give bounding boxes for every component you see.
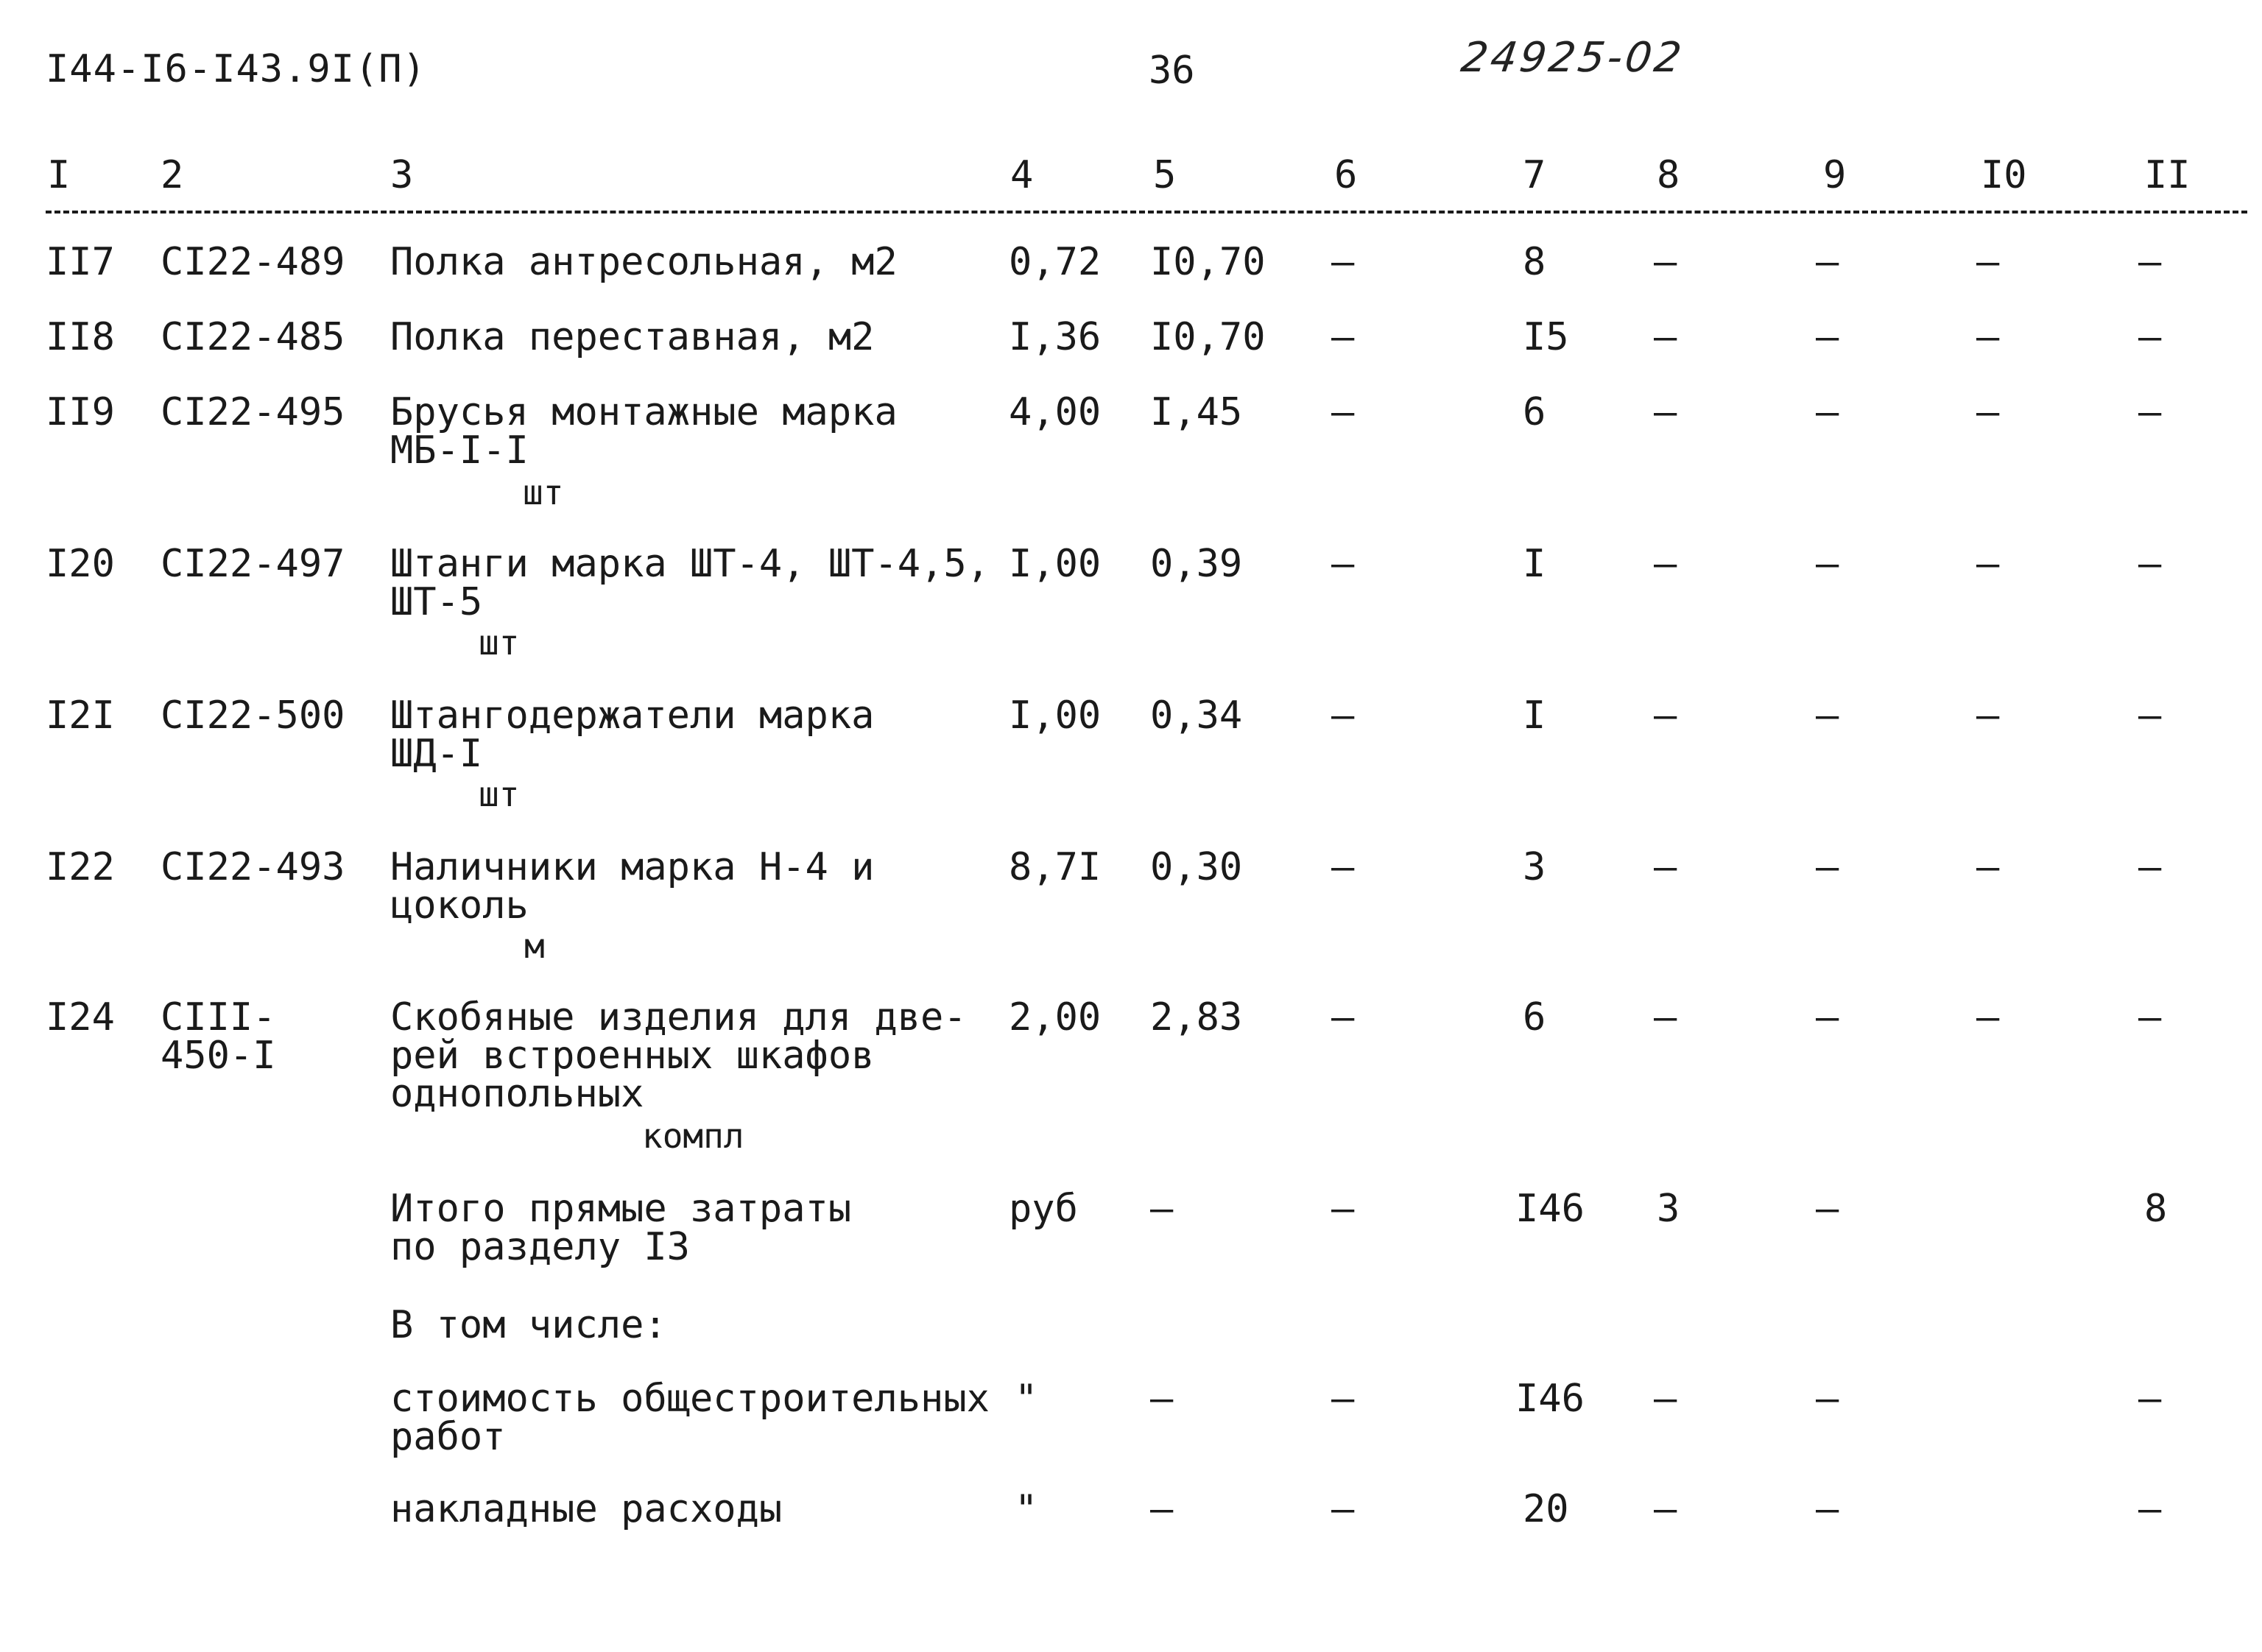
col-7-value: 6 — [1523, 390, 1546, 434]
col-9-value: – — [1816, 315, 1839, 359]
work-description: Полка переставная, м2 — [390, 315, 875, 359]
quantity: 0,72 — [1009, 240, 1102, 284]
measure-unit: шт — [479, 774, 520, 814]
col-8-value: – — [1654, 995, 1677, 1039]
header-divider — [46, 211, 2247, 213]
work-description: Брусья монтажные марка МБ-I-I — [390, 390, 898, 473]
quantity: 4,00 — [1009, 390, 1102, 434]
work-description: Наличники марка Н-4 и цоколь — [390, 845, 875, 928]
ditto-mark: " — [1015, 1377, 1038, 1421]
col-9-value: – — [1816, 845, 1839, 889]
norm-code: СI22-497 — [161, 542, 345, 586]
col-6-value: – — [1331, 845, 1355, 889]
row-number: I22 — [46, 845, 115, 889]
row-number: I24 — [46, 995, 115, 1039]
col-8-value: – — [1654, 315, 1677, 359]
document-code: I44-I6-I43.9I(П) — [46, 47, 426, 91]
quantity: I,36 — [1009, 315, 1102, 359]
column-header-7: 7 — [1523, 153, 1546, 197]
unit-cost: 0,34 — [1150, 693, 1243, 738]
column-header-1: I — [47, 153, 71, 197]
unit-cost: I,45 — [1150, 390, 1243, 434]
col-8-value: – — [1654, 390, 1677, 434]
col-8-value: – — [1654, 1487, 1677, 1531]
col-11-value: – — [2138, 845, 2162, 889]
norm-code: СI22-485 — [161, 315, 345, 359]
col-7-value: I46 — [1515, 1187, 1585, 1231]
measure-unit: м — [524, 926, 545, 966]
col-9-value: – — [1816, 995, 1839, 1039]
row-number: I20 — [46, 542, 115, 586]
col-7-value: 6 — [1523, 995, 1546, 1039]
page-number: 36 — [1149, 49, 1195, 93]
handwritten-stamp: 24925-02 — [1458, 34, 1688, 82]
col-6-value: – — [1331, 390, 1355, 434]
measure-unit: шт — [523, 473, 564, 512]
row-number: I2I — [46, 693, 115, 738]
col-5-value: – — [1150, 1187, 1174, 1231]
column-header-row — [0, 153, 2262, 215]
col-9-value: – — [1816, 1487, 1839, 1531]
col-7-value: I — [1523, 542, 1546, 586]
col-11-value: – — [2138, 1377, 2162, 1421]
totals-description: Итого прямые затраты по разделу I3 — [390, 1187, 852, 1269]
quantity: I,00 — [1009, 542, 1102, 586]
col-10-value: – — [1976, 845, 2000, 889]
column-header-6: 6 — [1334, 153, 1358, 197]
row-number: II8 — [46, 315, 115, 359]
col-9-value: – — [1816, 240, 1839, 284]
ditto-mark: " — [1015, 1487, 1038, 1531]
col-10-value: – — [1976, 995, 2000, 1039]
column-header-3: 3 — [390, 153, 414, 197]
col-8-value: 3 — [1657, 1187, 1680, 1231]
quantity: I,00 — [1009, 693, 1102, 738]
col-11-value: – — [2138, 390, 2162, 434]
col-10-value: – — [1976, 315, 2000, 359]
column-header-2: 2 — [161, 153, 184, 197]
norm-code: СI22-500 — [161, 693, 345, 738]
totals-description: стоимость общестроительных работ — [390, 1377, 990, 1459]
column-header-9: 9 — [1823, 153, 1847, 197]
col-8-value: – — [1654, 845, 1677, 889]
measure-unit: компл — [642, 1116, 744, 1156]
col-8-value: – — [1654, 240, 1677, 284]
col-6-value: – — [1331, 1377, 1355, 1421]
row-number: II7 — [46, 240, 115, 284]
col-11-value: 8 — [2144, 1187, 2168, 1231]
col-8-value: – — [1654, 1377, 1677, 1421]
quantity: 2,00 — [1009, 995, 1102, 1039]
unit-cost: 0,39 — [1150, 542, 1243, 586]
unit-cost: I0,70 — [1150, 240, 1266, 284]
col-9-value: – — [1816, 1377, 1839, 1421]
col-7-value: 3 — [1523, 845, 1546, 889]
col-11-value: – — [2138, 995, 2162, 1039]
col-6-value: – — [1331, 693, 1355, 738]
work-description: Штангодержатели марка ШД-I — [390, 693, 875, 776]
col-9-value: – — [1816, 693, 1839, 738]
col-6-value: – — [1331, 1487, 1355, 1531]
col-6-value: – — [1331, 240, 1355, 284]
column-header-4: 4 — [1010, 153, 1034, 197]
col-9-value: – — [1816, 1187, 1839, 1231]
work-description: Штанги марка ШТ-4, ШТ-4,5, ШТ-5 — [390, 542, 990, 624]
quantity: 8,7I — [1009, 845, 1102, 889]
unit-cost: 2,83 — [1150, 995, 1243, 1039]
unit-cost: I0,70 — [1150, 315, 1266, 359]
col-10-value: – — [1976, 693, 2000, 738]
col-10-value: – — [1976, 390, 2000, 434]
col-5-value: – — [1150, 1377, 1174, 1421]
column-header-8: 8 — [1657, 153, 1680, 197]
col-8-value: – — [1654, 542, 1677, 586]
col-6-value: – — [1331, 995, 1355, 1039]
totals-description: накладные расходы — [390, 1487, 783, 1531]
col-7-value: I — [1523, 693, 1546, 738]
col-11-value: – — [2138, 542, 2162, 586]
row-number: II9 — [46, 390, 115, 434]
col-6-value: – — [1331, 315, 1355, 359]
col-11-value: – — [2138, 1487, 2162, 1531]
col-7-value: I5 — [1523, 315, 1569, 359]
col-10-value: – — [1976, 240, 2000, 284]
measure-unit: шт — [479, 623, 520, 663]
col-10-value: – — [1976, 542, 2000, 586]
col-9-value: – — [1816, 542, 1839, 586]
col-5-value: – — [1150, 1487, 1174, 1531]
unit-cost: 0,30 — [1150, 845, 1243, 889]
subtotal-heading: В том числе: — [390, 1303, 667, 1347]
col-7-value: 8 — [1523, 240, 1546, 284]
col-8-value: – — [1654, 693, 1677, 738]
norm-code: СIII- 450-I — [161, 995, 276, 1078]
work-description: Скобяные изделия для две- рей встроенных шкафов однопольных — [390, 995, 967, 1116]
totals-unit: руб — [1009, 1187, 1078, 1231]
column-header-5: 5 — [1153, 153, 1177, 197]
norm-code: СI22-493 — [161, 845, 345, 889]
norm-code: СI22-495 — [161, 390, 345, 434]
col-6-value: – — [1331, 542, 1355, 586]
column-header-11: II — [2144, 153, 2191, 197]
col-7-value: 20 — [1523, 1487, 1569, 1531]
norm-code: СI22-489 — [161, 240, 345, 284]
col-6-value: – — [1331, 1187, 1355, 1231]
col-11-value: – — [2138, 693, 2162, 738]
column-header-10: I0 — [1981, 153, 2027, 197]
col-11-value: – — [2138, 315, 2162, 359]
work-description: Полка антресольная, м2 — [390, 240, 898, 284]
col-9-value: – — [1816, 390, 1839, 434]
col-7-value: I46 — [1515, 1377, 1585, 1421]
col-11-value: – — [2138, 240, 2162, 284]
